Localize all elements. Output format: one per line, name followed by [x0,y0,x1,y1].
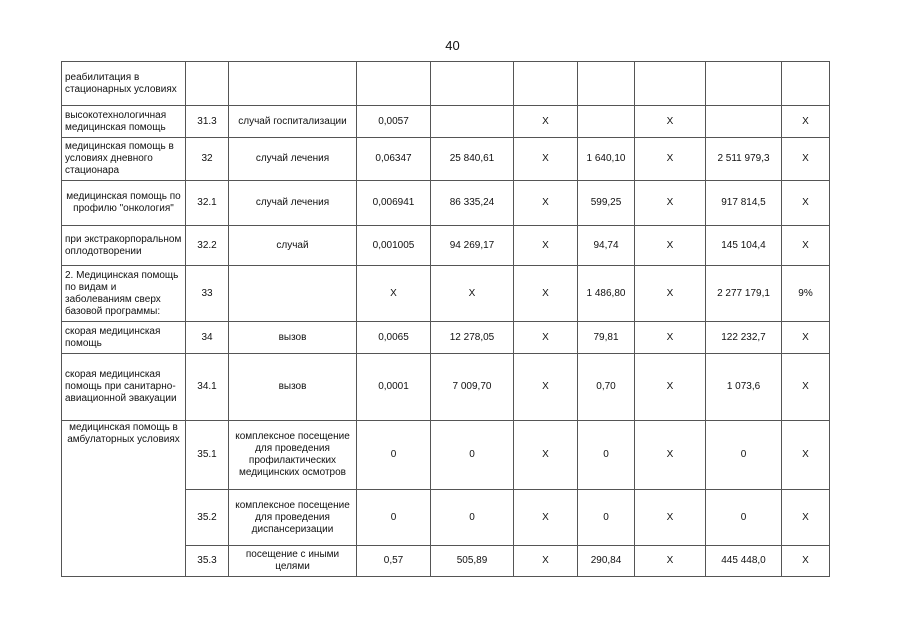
table-row [62,62,830,106]
table-cell: X [635,226,706,266]
table-cell: 0 [706,421,782,490]
table-cell: 79,81 [578,322,635,354]
table-cell: X [635,546,706,577]
table-cell: 290,84 [578,546,635,577]
table-row [62,322,830,354]
table-cell: 35.1 [186,421,229,490]
table-cell [229,62,357,106]
table-cell: 445 448,0 [706,546,782,577]
table-cell: посещение с иными целями [229,546,357,577]
table-cell: X [514,266,578,322]
table-cell: 0,0057 [357,106,431,138]
table-cell [431,62,514,106]
table-cell: X [635,181,706,226]
table-row [62,421,830,490]
table-cell: X [514,546,578,577]
table-cell: 1 073,6 [706,354,782,421]
table-cell: медицинская помощь в условиях дневного стационара [62,138,186,181]
table-cell: X [782,421,830,490]
table-cell [578,106,635,138]
table-cell: 7 009,70 [431,354,514,421]
table-cell [186,62,229,106]
table-cell: X [782,322,830,354]
table-cell: 0 [357,421,431,490]
table-cell: 32.2 [186,226,229,266]
table-cell: X [782,106,830,138]
table-cell: X [514,354,578,421]
table-cell: 0 [357,490,431,546]
table-cell: комплексное посещение для проведения диспансеризации [229,490,357,546]
table-cell: 0 [431,490,514,546]
table-cell: вызов [229,354,357,421]
table-cell: медицинская помощь в амбулаторных условиях [62,421,186,577]
table-cell: 2 511 979,3 [706,138,782,181]
table-cell: X [635,106,706,138]
table-cell: X [635,322,706,354]
table-cell: X [514,181,578,226]
table-cell: 35.3 [186,546,229,577]
table-cell [514,62,578,106]
page-number: 40 [445,38,460,53]
table-cell: X [431,266,514,322]
table-cell: 1 486,80 [578,266,635,322]
table-cell: 0,57 [357,546,431,577]
table-cell: скорая медицинская помощь при санитарно-авиационной эвакуации [62,354,186,421]
table-row [62,226,830,266]
table-cell: 0 [578,490,635,546]
table-cell: 505,89 [431,546,514,577]
table-cell: X [514,106,578,138]
table-cell [635,62,706,106]
table-cell: 34.1 [186,354,229,421]
table-cell: 0,06347 [357,138,431,181]
table-cell: 31.3 [186,106,229,138]
table-cell: X [782,490,830,546]
table-cell: 94 269,17 [431,226,514,266]
table-cell: 0 [578,421,635,490]
table-cell: X [782,546,830,577]
table-cell: X [635,354,706,421]
table-cell: 122 232,7 [706,322,782,354]
table-cell: случай [229,226,357,266]
table-cell: высокотехнологичная медицинская помощь [62,106,186,138]
table-cell: 9% [782,266,830,322]
table-cell [357,62,431,106]
table-row [62,354,830,421]
table-cell: 86 335,24 [431,181,514,226]
data-table [61,61,830,577]
table-cell: 1 640,10 [578,138,635,181]
table-cell: медицинская помощь по профилю "онкология" [62,181,186,226]
table-cell: 0 [431,421,514,490]
table-cell [706,62,782,106]
table-cell: X [514,138,578,181]
table-cell: 32 [186,138,229,181]
table-cell: реабилитация в стационарных условиях [62,62,186,106]
table-cell: случай лечения [229,138,357,181]
table-cell: 0,006941 [357,181,431,226]
table-cell: 32.1 [186,181,229,226]
table-row [62,106,830,138]
table-cell: 0 [706,490,782,546]
table-cell: X [514,421,578,490]
table-cell: 0,0001 [357,354,431,421]
table-cell [431,106,514,138]
table-cell: X [635,490,706,546]
table-cell: 33 [186,266,229,322]
table-cell: 0,70 [578,354,635,421]
table-cell: вызов [229,322,357,354]
table-cell: X [635,266,706,322]
table-cell: комплексное посещение для проведения профилактических медицинских осмотров [229,421,357,490]
table-cell [706,106,782,138]
table-cell: 145 104,4 [706,226,782,266]
table-cell [229,266,357,322]
table-cell: 35.2 [186,490,229,546]
table-cell: 25 840,61 [431,138,514,181]
table-row [62,181,830,226]
table-cell: 34 [186,322,229,354]
table-cell: 599,25 [578,181,635,226]
table-cell: X [635,421,706,490]
table-cell: 12 278,05 [431,322,514,354]
table-cell: X [514,322,578,354]
table-cell [782,62,830,106]
table-cell: при экстракорпоральном оплодотворении [62,226,186,266]
table-cell: 94,74 [578,226,635,266]
table-cell: X [782,226,830,266]
table-row [62,266,830,322]
table-cell: X [635,138,706,181]
table-cell: 0,001005 [357,226,431,266]
table-cell: случай лечения [229,181,357,226]
table-row [62,138,830,181]
table-cell: 2 277 179,1 [706,266,782,322]
table-cell: X [782,181,830,226]
table-cell [578,62,635,106]
table-cell: 917 814,5 [706,181,782,226]
table-cell: X [357,266,431,322]
table-cell: X [514,226,578,266]
table-cell: X [782,354,830,421]
table-cell: X [782,138,830,181]
table-cell: X [514,490,578,546]
table-cell: скорая медицинская помощь [62,322,186,354]
table-cell: 2. Медицинская помощь по видам и заболеваниям сверх базовой программы: [62,266,186,322]
table-cell: случай госпитализации [229,106,357,138]
table-cell: 0,0065 [357,322,431,354]
